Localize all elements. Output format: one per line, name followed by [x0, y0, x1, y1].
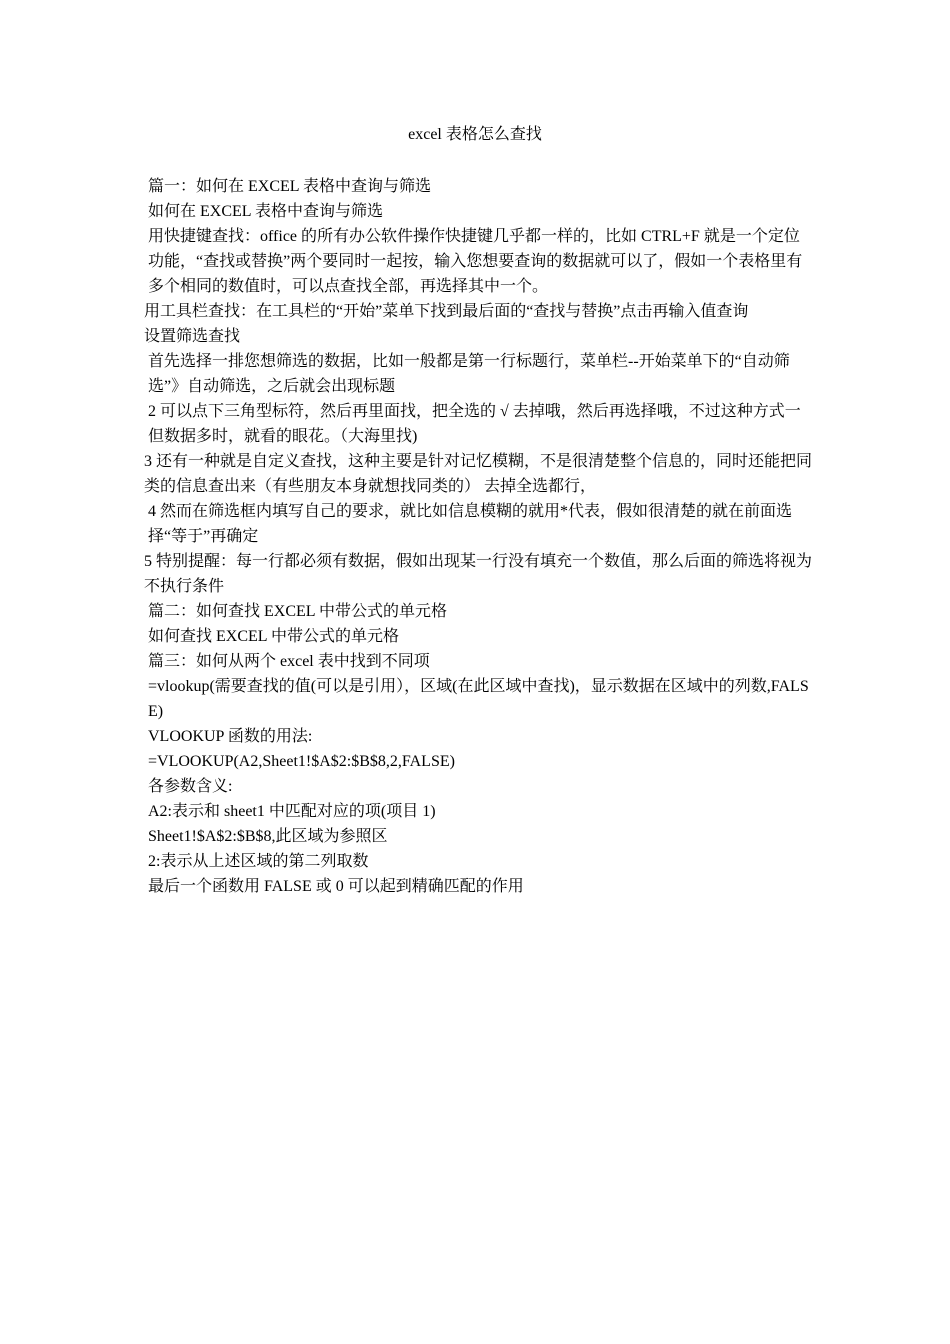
paragraph: 如何在 EXCEL 表格中查询与筛选 — [148, 203, 383, 220]
paragraph: 5 特别提醒：每一行都必须有数据，假如出现某一行没有填充一个数值，那么后面的筛选将视为不执行条件 — [144, 553, 813, 595]
paragraph: 最后一个函数用 FALSE 或 0 可以起到精确匹配的作用 — [148, 878, 524, 895]
paragraph: 4 然而在筛选框内填写自己的要求，就比如信息模糊的就用*代表，假如很清楚的就在前面选择“等于”再确定 — [148, 503, 793, 545]
paragraph: A2:表示和 sheet1 中匹配对应的项(项目 1) — [148, 803, 436, 820]
paragraph: 篇一：如何在 EXCEL 表格中查询与筛选 — [148, 178, 431, 195]
paragraph: 篇三：如何从两个 excel 表中找到不同项 — [148, 653, 430, 670]
paragraph: 设置筛选查找 — [144, 328, 241, 345]
paragraph: Sheet1!$A$2:$B$8,此区域为参照区 — [148, 828, 388, 845]
paragraph: 各参数含义: — [148, 778, 233, 795]
paragraph: 用工具栏查找：在工具栏的“开始”菜单下找到最后面的“查找与替换”点击再输入值查询 — [144, 303, 749, 320]
paragraph: 如何查找 EXCEL 中带公式的单元格 — [148, 628, 399, 645]
paragraph: =VLOOKUP(A2,Sheet1!$A$2:$B$8,2,FALSE) — [148, 753, 455, 770]
paragraph: =vlookup(需要查找的值(可以是引用），区域(在此区域中查找)，显示数据在区域中的列数,FALSE) — [148, 678, 809, 720]
paragraph: VLOOKUP 函数的用法: — [148, 728, 313, 745]
paragraph: 篇二：如何查找 EXCEL 中带公式的单元格 — [148, 603, 447, 620]
paragraph: 3 还有一种就是自定义查找，这种主要是针对记忆模糊，不是很清楚整个信息的，同时还能把同类的信息查出来（有些朋友本身就想找同类的） 去掉全选都行， — [144, 453, 813, 495]
paragraph: 2 可以点下三角型标符，然后再里面找，把全选的 √ 去掉哦，然后再选择哦，不过这种方式一但数据多时，就看的眼花。（大海里找) — [148, 403, 801, 445]
document-title: excel 表格怎么查找 — [408, 126, 542, 143]
paragraph: 2:表示从上述区域的第二列取数 — [148, 853, 369, 870]
paragraph: 用快捷键查找：office 的所有办公软件操作快捷键几乎都一样的，比如 CTRL+F 就是一个定位功能，“查找或替换”两个要同时一起按，输入您想要查询的数据就可以了，假如一个表格里有多个相同的数值时，可以点查找全部，再选择其中一个。 — [148, 228, 803, 295]
document-body — [144, 174, 812, 899]
paragraph: 首先选择一排您想筛选的数据，比如一般都是第一行标题行，菜单栏--开始菜单下的“自动筛选”》自动筛选，之后就会出现标题 — [148, 353, 790, 395]
